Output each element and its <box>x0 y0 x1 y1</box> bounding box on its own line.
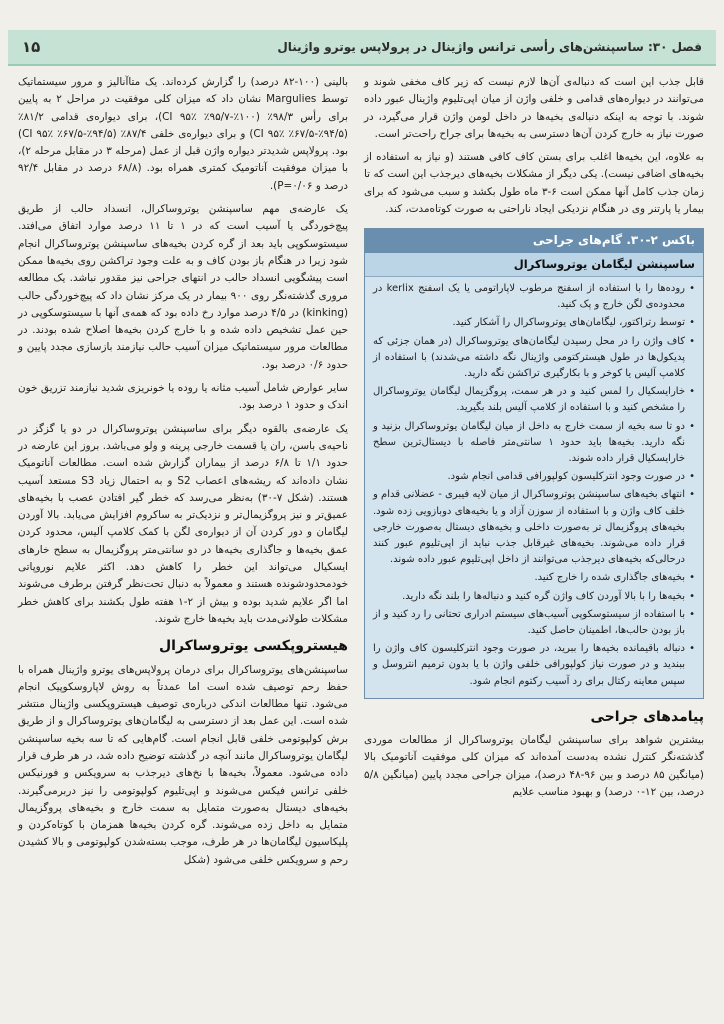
list-item: • کاف واژن را در محل رسیدن لیگامان‌های یوتروساکرال (در همان جزئی که پدیکول‌ها در طول هیسترکتومی واژینال نگه داشته می‌شدند) با استفاده از کلامپ آلیس یا کوخر و با بکارگیری تراکشن نگه دارید. <box>373 334 695 383</box>
paragraph: ساسپنشن‌های یوتروساکرال برای درمان پرولاپس‌های یوترو واژینال همراه با حفظ رحم توصیف شده است اما عمدتاً به روش لاپاروسکوپیک انجام می‌شود. تنها مطالعات اندکی درباره‌ی توصیف هیستروپکسی واژینال منتشر شده است. این عمل بعد از دسترسی به لیگامان‌های یوتروساکرال و از طریق برش کولپوتومی خلفی قابل انجام است. گام‌هایی که تا سه بخیه ساسپنشن لیگامان یوتروساکرال مانند آنچه در گذشته توضیح داده شد، در هر طرف قرار داده می‌شود. معمولاً، بخیه‌ها با نخ‌های دیرجذب به سرویکس و فورنیکس خلفی ترانس فیکس می‌شوند و اپی‌تلیوم کولپوتومی را نیز دربرمی‌گیرند. بخیه‌های دیستال به‌صورت متمایل به سمت خارج و بخیه‌های پروگزیمال متمایل به داخل زده می‌شوند. گره کردن بخیه‌ها همزمان با کوتاه‌کردن و پلیکاسیون لیگامان‌ها در هر طرف، موجب بسته‌شدن کولپوتومی و بالا کشیدن رحم و سرویکس خلفی می‌شود (شکل <box>18 663 348 866</box>
paragraph: سایر عوارض شامل آسیب مثانه یا روده یا خونریزی شدید نیازمند تزریق خون اندک و حدود ۱ درصد بود. <box>18 382 348 412</box>
list-item: • بخیه‌ها را با بالا آوردن کاف واژن گره کنید و دنباله‌ها را بلند نگه دارید. <box>373 589 695 605</box>
paragraph: بالینی (۱۰۰-۸۲ درصد) را گزارش کرده‌اند. یک متاآنالیز و مرور سیستماتیک توسط Margulies نشان داد که میزان کلی موفقیت در مراحل ۲ به پایین برای رأس ۹۸/۳٪ (۱۰۰٪-۹۵/۷٪ CI ۹۵٪)، برای دیواره‌ی قدامی ۸۱/۲٪ (۹۴/۵٪-۶۷/۵٪ CI ۹۵٪) و برای دیواره‌ی خلفی ۸۷/۴٪ (۹۴/۵٪-۶۷/۵٪ CI ۹۵٪) بود. پرولاپس شدیدتر دیواره واژن قبل از عمل (مرحله ۳ در مقابل مرحله ۲)، با میزان موفقیت آناتومیک کمتری همراه بود. (۶۸/۸ درصد در مقابل ۹۲/۴ درصد و P=۰/۰۶). <box>18 76 348 192</box>
paragraph: بیشترین شواهد برای ساسپنشن لیگامان یوتروساکرال از مطالعات موردی گذشته‌نگر کنترل نشده به‌دست آمده‌اند که میزان کلی موفقیت آناتومیک بالا (میانگین ۸۵ درصد و بین ۹۶-۴۸ درصد)، میزان جراحی مجدد پایین (میانگین ۵/۸ درصد، بین ۱۲-۰ درصد) و بهبود مناسب علایم <box>364 734 704 799</box>
right-column <box>364 74 704 807</box>
list-item: • انتهای بخیه‌های ساسپنشن یوتروساکرال از میان لایه فیبری - عضلانی قدام و خلف کاف واژن و با استفاده از سوزن آزاد و یا بخیه‌های دوبازویی زده شود. بخیه‌های پروگزیمال تر به‌صورت داخلی و بخیه‌های دیستال به‌صورت خارجی قرار داده می‌شوند. بخیه‌های غیرقابل جذب نباید از اپی‌تلیوم عبور کنند درحالی‌که بخیه‌های دیرجذب می‌توانند از داخل اپی‌تلیوم عبور داده شوند. <box>373 487 695 568</box>
left-column <box>18 74 348 875</box>
list-item: • بخیه‌های جاگذاری شده را خارج کنید. <box>373 570 695 586</box>
list-item: • خارایسکیال را لمس کنید و در هر سمت، پروگزیمال لیگامان یوتروساکرال را مشخص کنید و با استفاده از کلامپ آلیس بلند بگیرید. <box>373 384 695 416</box>
chapter-title: فصل ۳۰: ساسپنشن‌های رأسی ترانس واژینال در پرولاپس یوترو واژینال <box>277 40 702 54</box>
paragraph: به علاوه، این بخیه‌ها اغلب برای بستن کاف کافی هستند (و نیاز به استفاده از بخیه‌های اضافی نیست). یکی دیگر از مشکلات بخیه‌های دیرجذب این است که تا زمان جذب کامل آنها ممکن است ۶-۳ ماه طول بکشد و سبب می‌شود که برای بیمار یا پارتنر وی در هنگام نزدیکی ایجاد ناراحتی به صورت کوتاه‌مدت، کند. <box>364 151 705 216</box>
section-heading: هیستروپکسی یوتروساکرال <box>159 638 348 655</box>
paragraph: یک عارضه‌ی بالقوه دیگر برای ساسپنشن یوتروساکرال در دو یا گزگز در ناحیه‌ی باسن، ران یا قسمت خارجی پرینه و ولو می‌باشد. بروز این عارضه در حدود ۱/۱ تا ۶/۸ درصد از بیماران گزارش شده است. مطالعات آناتومیک نشان داده‌اند که ریشه‌های اعصاب S2 و به احتمال زیاد S3 مستعد آسیب هستند. (شکل ۷-۳۰) به‌نظر می‌رسد که خطر گیر افتادن عصب با بخیه‌های عمیق‌تر و نیز پروگزیمال‌تر و نزدیک‌تر به ساکروم افزایش می‌یابد. بالا آوردن لیگامان و دور کردن آن از دیواره‌ی لگن با کمک کلامپ آلیس، محدود کردن عمق بخیه‌ها و جاگذاری بخیه‌ها در دو سانتی‌متر پروگزیمال به سطح خارهای ایسکیال می‌تواند این خطر را کاهش دهد. اکثر علایم نوروپاتی خودمحدودشونده هستند و معمولاً به دنبال تحت‌نظر گرفتن برطرف می‌شوند اما اگر علایم شدید بوده و بیش از ۲-۱ هفته طول بکشند برای کاهش خطر مشکلات طولانی‌مدت باید بخیه‌ها خارج شوند. <box>18 422 348 625</box>
box-steps-list <box>365 277 703 698</box>
surgical-steps-box <box>364 228 704 698</box>
box-title: باکس ۲-۳۰. گام‌های جراحی <box>365 229 703 252</box>
list-item: • توسط رتراکتور، لیگامان‌های یوتروساکرال را آشکار کنید. <box>373 315 695 331</box>
paragraph: قابل جذب این است که دنباله‌ی آن‌ها لازم نیست که زیر کاف مخفی شوند و می‌توانند در دیواره‌های قدامی و خلفی واژن از میان اپی‌تلیوم واژینال عبور داده شوند. با توجه به اینکه دنباله‌ی بخیه‌ها در داخل لومن واژن قرار می‌گیرد، در صورت نیاز به خارج کردن آن‌ها دسترسی به بخیه‌ها برای جراح راحت‌تر است. <box>364 76 704 140</box>
page-header <box>8 30 716 66</box>
list-item: • دو تا سه بخیه از سمت خارج به داخل از میان لیگامان یوتروساکرال بزنید و نگه دارید. بخیه‌ها باید حدود ۱ سانتی‌متر فاصله با دیستال‌ترین سطح خارایسکیال قرار داده شوند. <box>373 419 695 468</box>
list-item: • با استفاده از سیستوسکوپی آسیب‌های سیستم ادراری تحتانی را رد کنید و از باز بودن حالب‌ها، اطمینان حاصل کنید. <box>373 607 695 639</box>
list-item: • روده‌ها را با استفاده از اسفنج مرطوب لاپاراتومی یا یک اسفنج kerlix در محدوده‌ی لگن خارج و پک کنید. <box>373 281 695 313</box>
box-subtitle: ساسپنشن لیگامان یوتروساکرال <box>365 253 703 277</box>
page-number: ۱۵ <box>22 38 41 56</box>
list-item: • در صورت وجود انترکلیسون کولپورافی قدامی انجام شود. <box>373 469 695 485</box>
section-heading: پیامدهای جراحی <box>590 708 704 725</box>
paragraph: یک عارضه‌ی مهم ساسپنشن یوتروساکرال، انسداد حالب از طریق پیچ‌خوردگی یا آسیب است که در ۱ تا ۱۱ درصد موارد اتفاق می‌افتد. سیستوسکوپی باید بعد از گره کردن بخیه‌های ساسپنشن یوتروساکرال انجام شود زیرا در هنگام باز بودن کاف و به علت وجود تراکشن روی بخیه‌ها ممکن است پیشگویی انسداد حالب در انتهای جراحی نیز مقدور نباشد. یک مطالعه مروری گذشته‌نگر روی ۹۰۰ بیمار در یک مرکز نشان داد که پیچ‌خوردگی حالب (kinking) در ۴/۵ درصد موارد رخ داده بود که همه‌ی آنها با سیستوسکوپی در حین عمل تشخیص داده شده و با خارج کردن بخیه‌ها اصلاح شده بودند. در مطالعات مرور سیستماتیک میزان آسیب حالب نیازمند بازسازی مجدد پایین و حدود ۰/۶ درصد بود. <box>18 203 348 371</box>
list-item: • دنباله باقیمانده بخیه‌ها را ببرید، در صورت وجود انترکلیسون کاف واژن را ببندید و در صورت نیاز کولپورافی خلفی واژن با یا بدون ترمیم انتروسل و سپس معاینه رکتال برای رد آسیب رکتوم انجام شود. <box>373 641 695 690</box>
